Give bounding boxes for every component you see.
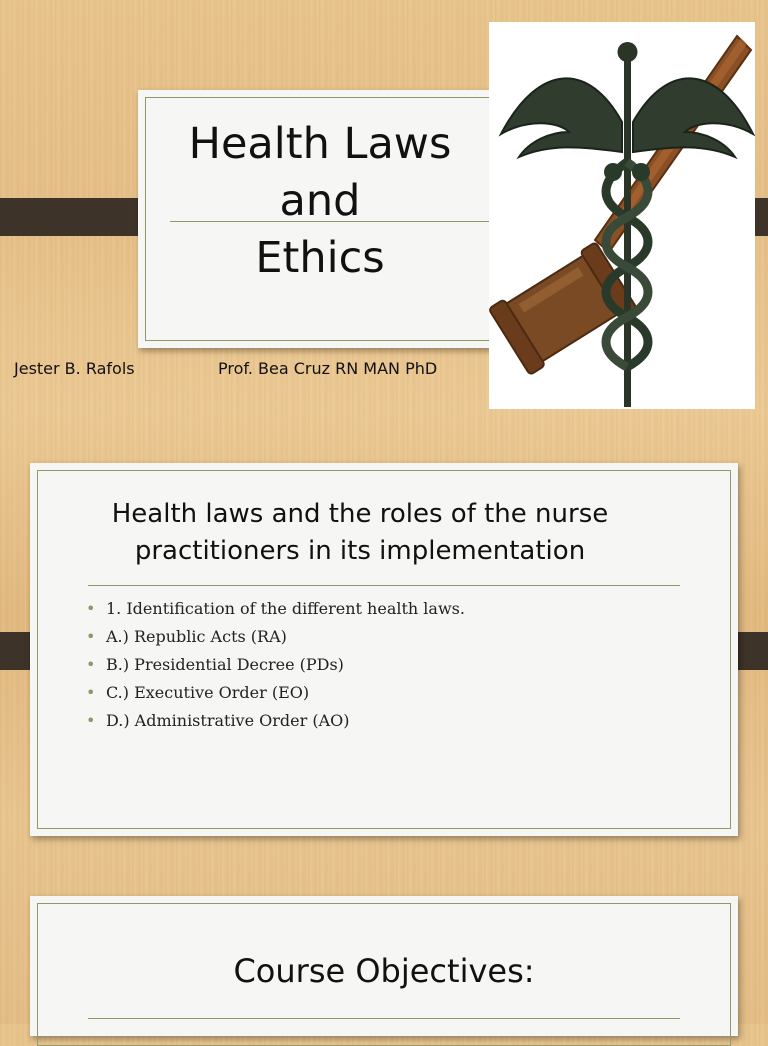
objectives-slide-rule xyxy=(88,1018,680,1019)
list-item: • D.) Administrative Order (AO) xyxy=(86,710,465,738)
slide1-title xyxy=(160,116,480,287)
slide3-heading: Course Objectives: xyxy=(233,952,535,990)
caduceus-and-gavel-icon xyxy=(489,22,755,409)
binder-clip-right xyxy=(755,198,768,236)
list-item: • 1. Identification of the different health laws. xyxy=(86,598,465,626)
slide1-title-line-1: Health Laws xyxy=(188,119,452,169)
content-slide-rule xyxy=(88,585,680,586)
list-item: • B.) Presidential Decree (PDs) xyxy=(86,654,465,682)
binder-clip-left xyxy=(0,198,156,236)
list-item: • A.) Republic Acts (RA) xyxy=(86,626,465,654)
slide2-heading-line-1: Health laws and the roles of the nurse xyxy=(111,499,609,529)
slide1-title-line-3: Ethics xyxy=(255,233,385,283)
slide1-title-line-2: and xyxy=(279,176,361,226)
professor-name: Prof. Bea Cruz RN MAN PhD xyxy=(218,359,438,378)
list-item: • C.) Executive Order (EO) xyxy=(86,682,465,710)
slide2-heading xyxy=(40,496,680,570)
author-name: Jester B. Rafols xyxy=(14,359,135,378)
health-laws-list xyxy=(86,598,465,738)
slide2-heading-line-2: practitioners in its implementation xyxy=(134,536,586,566)
